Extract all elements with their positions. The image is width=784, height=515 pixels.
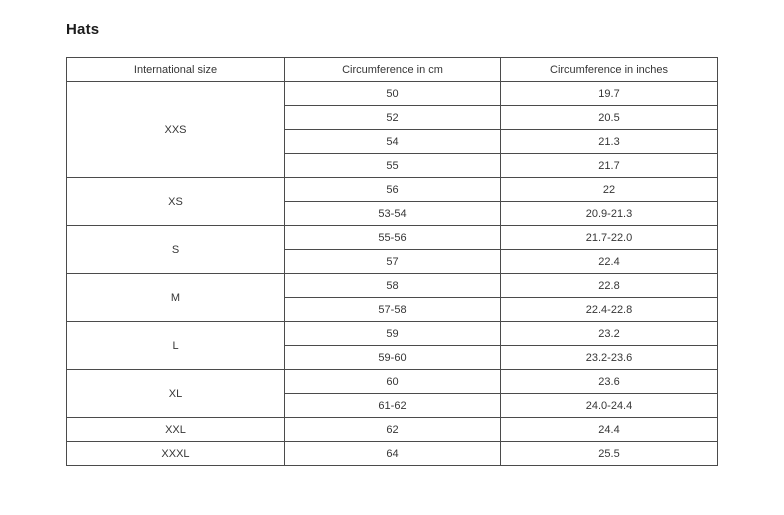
- table-body: [67, 82, 718, 466]
- size-cell: S: [67, 226, 285, 274]
- inches-cell: 21.3: [501, 130, 718, 154]
- hats-size-table: [66, 57, 718, 466]
- inches-cell: 24.4: [501, 418, 718, 442]
- inches-cell: 22.4-22.8: [501, 298, 718, 322]
- table-row: [67, 370, 718, 394]
- cm-cell: 59-60: [285, 346, 501, 370]
- cm-cell: 57: [285, 250, 501, 274]
- table-row: [67, 82, 718, 106]
- inches-cell: 22.8: [501, 274, 718, 298]
- inches-cell: 22: [501, 178, 718, 202]
- inches-cell: 21.7: [501, 154, 718, 178]
- table-row: [67, 178, 718, 202]
- inches-cell: 22.4: [501, 250, 718, 274]
- cm-cell: 57-58: [285, 298, 501, 322]
- cm-cell: 52: [285, 106, 501, 130]
- col-header-circumference-inches: Circumference in inches: [501, 58, 718, 82]
- table-row: [67, 418, 718, 442]
- cm-cell: 58: [285, 274, 501, 298]
- inches-cell: 25.5: [501, 442, 718, 466]
- inches-cell: 19.7: [501, 82, 718, 106]
- table-row: [67, 322, 718, 346]
- size-cell: XL: [67, 370, 285, 418]
- inches-cell: 20.5: [501, 106, 718, 130]
- table-header: [67, 58, 718, 82]
- cm-cell: 50: [285, 82, 501, 106]
- inches-cell: 24.0-24.4: [501, 394, 718, 418]
- cm-cell: 64: [285, 442, 501, 466]
- col-header-international-size: International size: [67, 58, 285, 82]
- inches-cell: 21.7-22.0: [501, 226, 718, 250]
- inches-cell: 23.6: [501, 370, 718, 394]
- table-row: [67, 226, 718, 250]
- cm-cell: 53-54: [285, 202, 501, 226]
- inches-cell: 20.9-21.3: [501, 202, 718, 226]
- inches-cell: 23.2: [501, 322, 718, 346]
- table-row: [67, 442, 718, 466]
- size-cell: XXL: [67, 418, 285, 442]
- size-cell: XS: [67, 178, 285, 226]
- cm-cell: 59: [285, 322, 501, 346]
- cm-cell: 55: [285, 154, 501, 178]
- size-cell: L: [67, 322, 285, 370]
- col-header-circumference-cm: Circumference in cm: [285, 58, 501, 82]
- cm-cell: 61-62: [285, 394, 501, 418]
- cm-cell: 62: [285, 418, 501, 442]
- size-cell: XXS: [67, 82, 285, 178]
- cm-cell: 54: [285, 130, 501, 154]
- cm-cell: 60: [285, 370, 501, 394]
- size-cell: XXXL: [67, 442, 285, 466]
- cm-cell: 55-56: [285, 226, 501, 250]
- table-row: [67, 274, 718, 298]
- page-title: Hats: [66, 21, 100, 38]
- cm-cell: 56: [285, 178, 501, 202]
- header-row: [67, 58, 718, 82]
- size-cell: M: [67, 274, 285, 322]
- inches-cell: 23.2-23.6: [501, 346, 718, 370]
